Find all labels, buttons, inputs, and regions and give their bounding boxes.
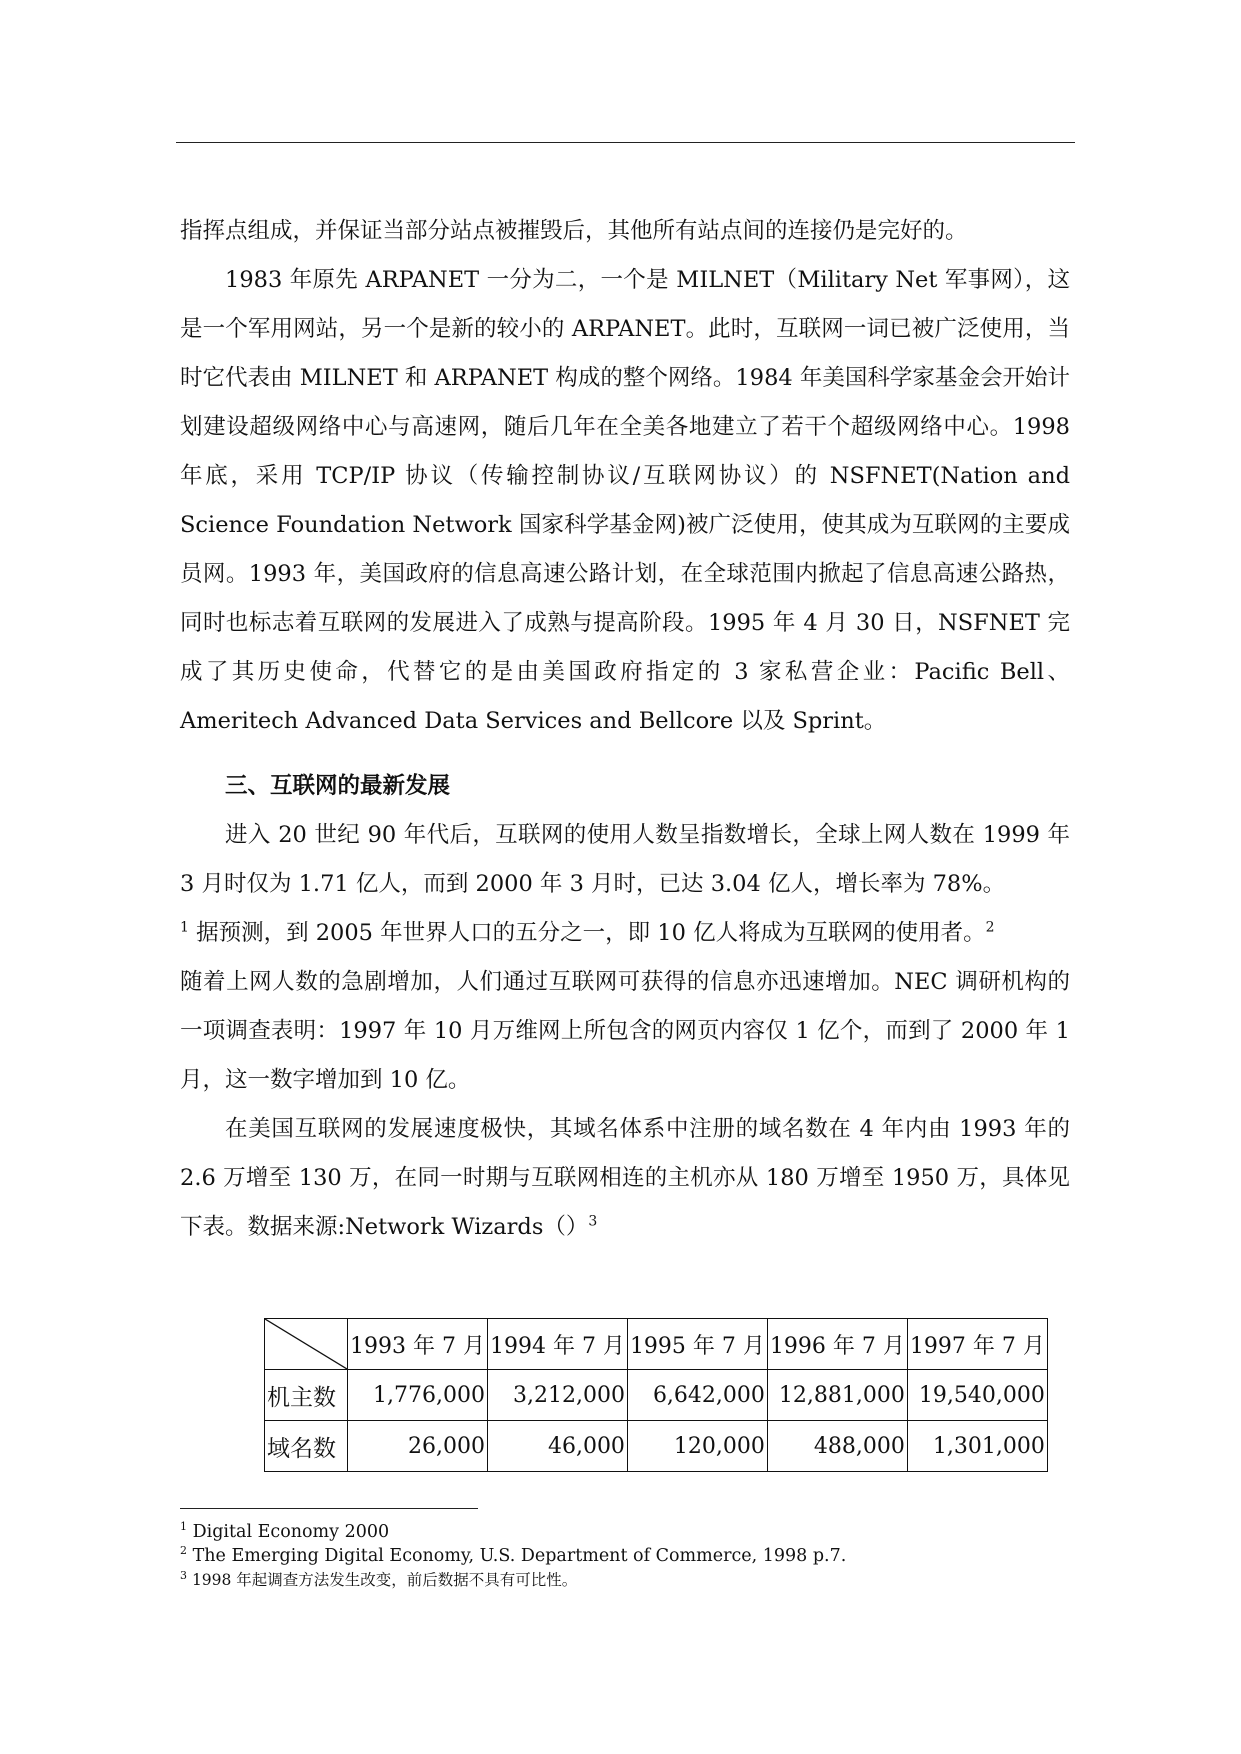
table-cell: 488,000 bbox=[767, 1421, 907, 1472]
footnotes bbox=[180, 1520, 1080, 1592]
table-cell: 3,212,000 bbox=[487, 1370, 627, 1421]
table-column-header: 1993 年 7 月 bbox=[348, 1319, 488, 1370]
footnote-3 bbox=[180, 1568, 1080, 1592]
table-column-header: 1997 年 7 月 bbox=[907, 1319, 1047, 1370]
us-domains-text: 在美国互联网的发展速度极快，其域名体系中注册的域名数在 4 年内由 1993 年的 2.6 万增至 130 万，在同一时期与互联网相连的主机亦从 180 万增至 1950 万，具体见下表。数据来源:Network Wizards（） bbox=[180, 1116, 1070, 1240]
table-cell: 1,776,000 bbox=[348, 1370, 488, 1421]
table-column-header: 1994 年 7 月 bbox=[487, 1319, 627, 1370]
growth-text-c: 随着上网人数的急剧增加，人们通过互联网可获得的信息亦迅速增加。NEC 调研机构的一项调查表明：1997 年 10 月万维网上所包含的网页内容仅 1 亿个，而到了 2000 年 1 月，这一数字增加到 10 亿。 bbox=[180, 969, 1070, 1093]
table-cell: 120,000 bbox=[627, 1421, 767, 1472]
table-cell: 26,000 bbox=[348, 1421, 488, 1472]
footnote-text: 1998 年起调查方法发生改变，前后数据不具有可比性。 bbox=[191, 1571, 578, 1589]
table-row-header: 域名数 bbox=[265, 1421, 348, 1472]
table-row bbox=[265, 1421, 1048, 1472]
diagonal-line bbox=[265, 1319, 347, 1369]
table-column-header: 1995 年 7 月 bbox=[627, 1319, 767, 1370]
footnote-text: Digital Economy 2000 bbox=[192, 1522, 390, 1542]
table-cell: 6,642,000 bbox=[627, 1370, 767, 1421]
footnote-ref-2: 2 bbox=[985, 919, 995, 936]
footnote-mark: 3 bbox=[180, 1568, 187, 1582]
paragraph-continuation: 指挥点组成，并保证当部分站点被摧毁后，其他所有站点间的连接仍是完好的。 bbox=[180, 218, 968, 244]
growth-text-b: 据预测，到 2005 年世界人口的五分之一，即 10 亿人将成为互联网的使用者。 bbox=[188, 920, 986, 946]
table-row-header: 机主数 bbox=[265, 1370, 348, 1421]
footnote-mark: 2 bbox=[180, 1544, 187, 1558]
table-row bbox=[265, 1370, 1048, 1421]
footnote-mark: 1 bbox=[180, 1520, 187, 1534]
hosts-domains-table bbox=[264, 1318, 1048, 1472]
footnote-text: The Emerging Digital Economy, U.S. Department of Commerce, 1998 p.7. bbox=[192, 1546, 847, 1566]
table-cell: 12,881,000 bbox=[767, 1370, 907, 1421]
body-text bbox=[180, 207, 1070, 1252]
footnote-ref-1: 1 bbox=[180, 919, 189, 936]
table-cell: 1,301,000 bbox=[907, 1421, 1047, 1472]
paragraph-arpanet-history: 1983 年原先 ARPANET 一分为二，一个是 MILNET（Military Net 军事网），这是一个军用网站，另一个是新的较小的 ARPANET。此时，互联网一词已被广泛使用，当时它代表由 MILNET 和 ARPANET 构成的整个网络。1984 年美国科学家基金会开始计划建设超级网络中心与高速网，随后几年在全美各地建立了若干个超级网络中心。1998 年底，采用 TCP/IP 协议（传输控制协议/互联网协议）的 NSFNET(Nation and Science Foundation Network 国家科学基金网)被广泛使用，使其成为互联网的主要成员网。1993 年，美国政府的信息高速公路计划，在全球范围内掀起了信息高速公路热，同时也标志着互联网的发展进入了成熟与提高阶段。1995 年 4 月 30 日，NSFNET 完成了其历史使命，代替它的是由美国政府指定的 3 家私营企业：Pacific Bell、Ameritech Advanced Data Services and Bellcore 以及 Sprint。 bbox=[180, 267, 1070, 734]
footnote-ref-3: 3 bbox=[588, 1213, 598, 1230]
header-rule bbox=[176, 142, 1075, 143]
paragraph-internet-growth bbox=[180, 811, 1070, 1105]
table-header-row bbox=[265, 1319, 1048, 1370]
table-column-header: 1996 年 7 月 bbox=[767, 1319, 907, 1370]
table-cell: 46,000 bbox=[487, 1421, 627, 1472]
paragraph-us-domains bbox=[180, 1105, 1070, 1252]
footnote-separator bbox=[180, 1508, 478, 1509]
growth-text-a: 进入 20 世纪 90 年代后，互联网的使用人数呈指数增长，全球上网人数在 1999 年 3 月时仅为 1.71 亿人，而到 2000 年 3 月时，已达 3.04 亿人，增长率为 78%。 bbox=[180, 822, 1070, 897]
table-cell: 19,540,000 bbox=[907, 1370, 1047, 1421]
section-heading: 三、互联网的最新发展 bbox=[225, 773, 451, 799]
footnote-2 bbox=[180, 1544, 1080, 1568]
table-corner-cell bbox=[265, 1319, 348, 1370]
footnote-1 bbox=[180, 1520, 1080, 1544]
